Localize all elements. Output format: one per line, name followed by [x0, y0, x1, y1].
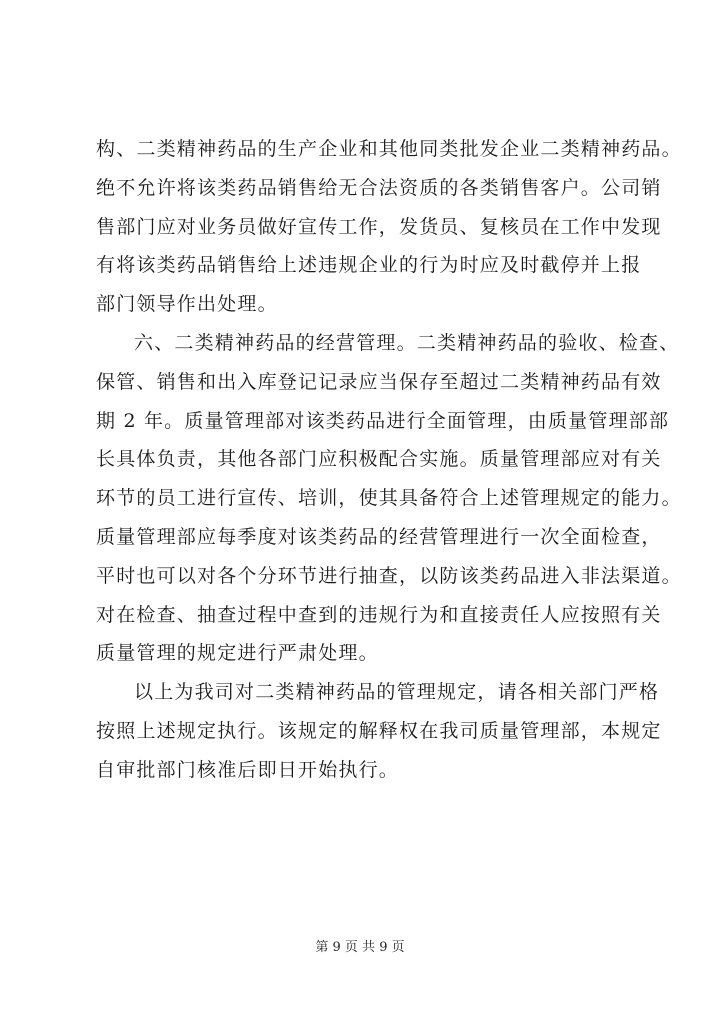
body-line: 有将该类药品销售给上述违规企业的行为时应及时截停并上报 [96, 254, 642, 277]
body-line: 环节的员工进行宣传、培训，使其具备符合上述管理规定的能力。 [96, 487, 682, 510]
body-line: 部门领导作出处理。 [96, 293, 278, 316]
body-line: 质量管理部应每季度对该类药品的经营管理进行一次全面检查， [96, 525, 662, 548]
body-line: 按照上述规定执行。该规定的解释权在我司质量管理部，本规定 [96, 719, 662, 742]
body-line: 平时也可以对各个分环节进行抽查，以防该类药品进入非法渠道。 [96, 564, 682, 587]
body-line: 保管、销售和出入库登记记录应当保存至超过二类精神药品有效 [96, 370, 662, 393]
body-line: 质量管理的规定进行严肃处理。 [96, 642, 379, 665]
body-line: 对在检查、抽查过程中查到的违规行为和直接责任人应按照有关 [96, 603, 662, 626]
body-line: 长具体负责，其他各部门应积极配合实施。质量管理部应对有关 [96, 448, 662, 471]
body-line: 构、二类精神药品的生产企业和其他同类批发企业二类精神药品。 [96, 138, 682, 160]
body-line: 期 2 年。质量管理部对该类药品进行全面管理，由质量管理部部 [96, 409, 670, 432]
body-line: 绝不允许将该类药品销售给无合法资质的各类销售客户。公司销 [96, 176, 662, 199]
body-line: 售部门应对业务员做好宣传工作，发货员、复核员在工作中发现 [96, 215, 662, 238]
body-line: 自审批部门核准后即日开始执行。 [96, 758, 400, 781]
paragraph-start-line: 以上为我司对二类精神药品的管理规定，请各相关部门严格 [134, 681, 660, 704]
paragraph-start-line: 六、二类精神药品的经营管理。二类精神药品的验收、检查、 [134, 331, 680, 354]
document-body [96, 130, 682, 790]
page-number-footer: 第 9 页 共 9 页 [315, 940, 405, 955]
